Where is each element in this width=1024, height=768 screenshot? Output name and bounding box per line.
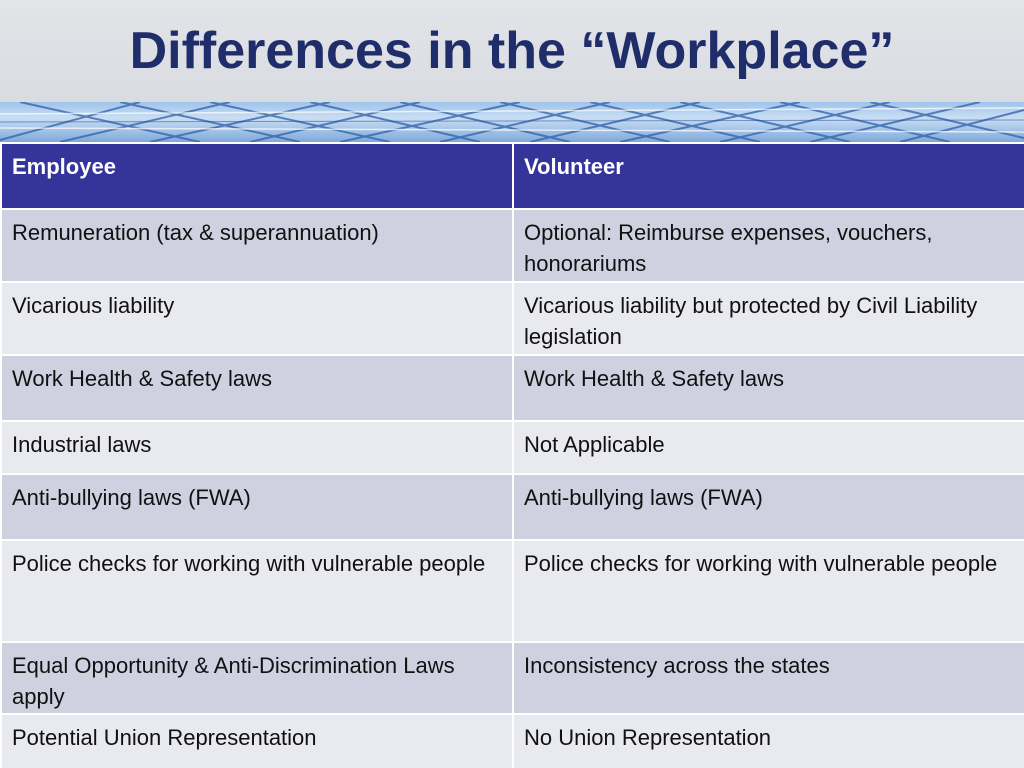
- volunteer-cell: Vicarious liability but protected by Civil Liability legislation: [513, 282, 1024, 355]
- header-employee: Employee: [1, 143, 513, 209]
- table-row: [1, 282, 1024, 355]
- table-row: [1, 421, 1024, 474]
- employee-cell: Police checks for working with vulnerable people: [1, 540, 513, 642]
- employee-cell: Potential Union Representation: [1, 714, 513, 768]
- volunteer-cell: Optional: Reimburse expenses, vouchers, honorariums: [513, 209, 1024, 282]
- differences-table: [0, 142, 1024, 768]
- volunteer-cell: Police checks for working with vulnerable people: [513, 540, 1024, 642]
- lattice-banner-graphic: [0, 102, 1024, 142]
- volunteer-cell: Not Applicable: [513, 421, 1024, 474]
- table-row: [1, 474, 1024, 540]
- table-row: [1, 209, 1024, 282]
- table-row: [1, 540, 1024, 642]
- title-area: [0, 0, 1024, 102]
- table-header-row: [1, 143, 1024, 209]
- volunteer-cell: Anti-bullying laws (FWA): [513, 474, 1024, 540]
- header-volunteer: Volunteer: [513, 143, 1024, 209]
- table-row: [1, 642, 1024, 714]
- employee-cell: Equal Opportunity & Anti-Discrimination Laws apply: [1, 642, 513, 714]
- volunteer-cell: Inconsistency across the states: [513, 642, 1024, 714]
- employee-cell: Work Health & Safety laws: [1, 355, 513, 421]
- decorative-banner: [0, 102, 1024, 142]
- employee-cell: Anti-bullying laws (FWA): [1, 474, 513, 540]
- slide-title: Differences in the “Workplace”: [129, 22, 895, 80]
- employee-cell: Remuneration (tax & superannuation): [1, 209, 513, 282]
- volunteer-cell: No Union Representation: [513, 714, 1024, 768]
- employee-cell: Industrial laws: [1, 421, 513, 474]
- table-row: [1, 714, 1024, 768]
- table-row: [1, 355, 1024, 421]
- volunteer-cell: Work Health & Safety laws: [513, 355, 1024, 421]
- employee-cell: Vicarious liability: [1, 282, 513, 355]
